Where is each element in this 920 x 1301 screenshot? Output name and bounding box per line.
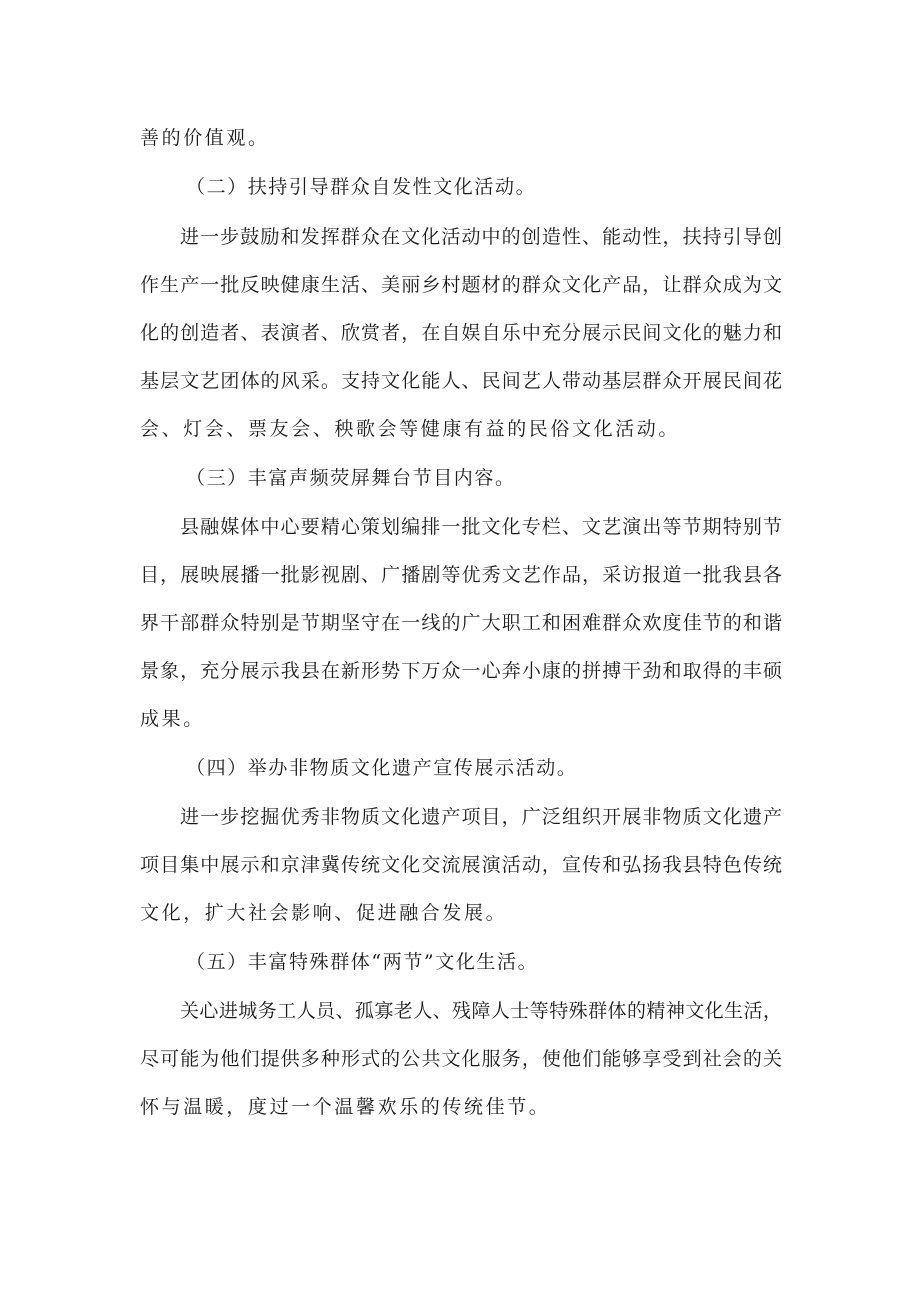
paragraph-line: 关心进城务工人员、孤寡老人、残障人士等特殊群体的精神文化生活， — [180, 1000, 782, 1022]
section-heading-4: （四）举办非物质文化遗产宣传展示活动。 — [186, 757, 578, 779]
section-heading-3: （三）丰富声频荧屏舞台节目内容。 — [186, 467, 516, 489]
paragraph-line: 进一步鼓励和发挥群众在文化活动中的创造性、能动性，扶持引导创 — [180, 226, 782, 248]
paragraph-line: 文化，扩大社会影响、促进融合发展。 — [140, 902, 508, 924]
paragraph-line: 怀与温暖，度过一个温馨欢乐的传统佳节。 — [140, 1096, 551, 1118]
section-heading-2: （二）扶持引导群众自发性文化活动。 — [186, 176, 537, 198]
paragraph-line: 目，展映展播一批影视剧、广播剧等优秀文艺作品，采访报道一批我县各 — [140, 564, 782, 586]
paragraph-line: 会、灯会、票友会、秧歌会等健康有益的民俗文化活动。 — [140, 418, 681, 440]
paragraph-line: 界干部群众特别是节期坚守在一线的广大职工和困难群众欢度佳节的和谐 — [140, 612, 782, 634]
paragraph-line: 尽可能为他们提供多种形式的公共文化服务，使他们能够享受到社会的关 — [140, 1048, 782, 1070]
continuation-line: 善的价值观。 — [140, 127, 270, 149]
paragraph-line: 基层文艺团体的风采。支持文化能人、民间艺人带动基层群众开展民间花 — [140, 370, 782, 392]
section-heading-5: （五）丰富特殊群体“两节”文化生活。 — [186, 951, 539, 973]
paragraph-line: 项目集中展示和京津冀传统文化交流展演活动，宣传和弘扬我县特色传统 — [140, 854, 782, 876]
paragraph-line: 景象，充分展示我县在新形势下万众一心奔小康的拼搏干劲和取得的丰硕 — [140, 660, 782, 682]
paragraph-line: 成果。 — [140, 708, 205, 730]
paragraph-line: 进一步挖掘优秀非物质文化遗产项目，广泛组织开展非物质文化遗产 — [180, 806, 782, 828]
paragraph-line: 化的创造者、表演者、欣赏者，在自娱自乐中充分展示民间文化的魅力和 — [140, 322, 782, 344]
paragraph-line: 县融媒体中心要精心策划编排一批文化专栏、文艺演出等节期特别节 — [180, 516, 782, 538]
paragraph-line: 作生产一批反映健康生活、美丽乡村题材的群众文化产品，让群众成为文 — [140, 274, 782, 296]
